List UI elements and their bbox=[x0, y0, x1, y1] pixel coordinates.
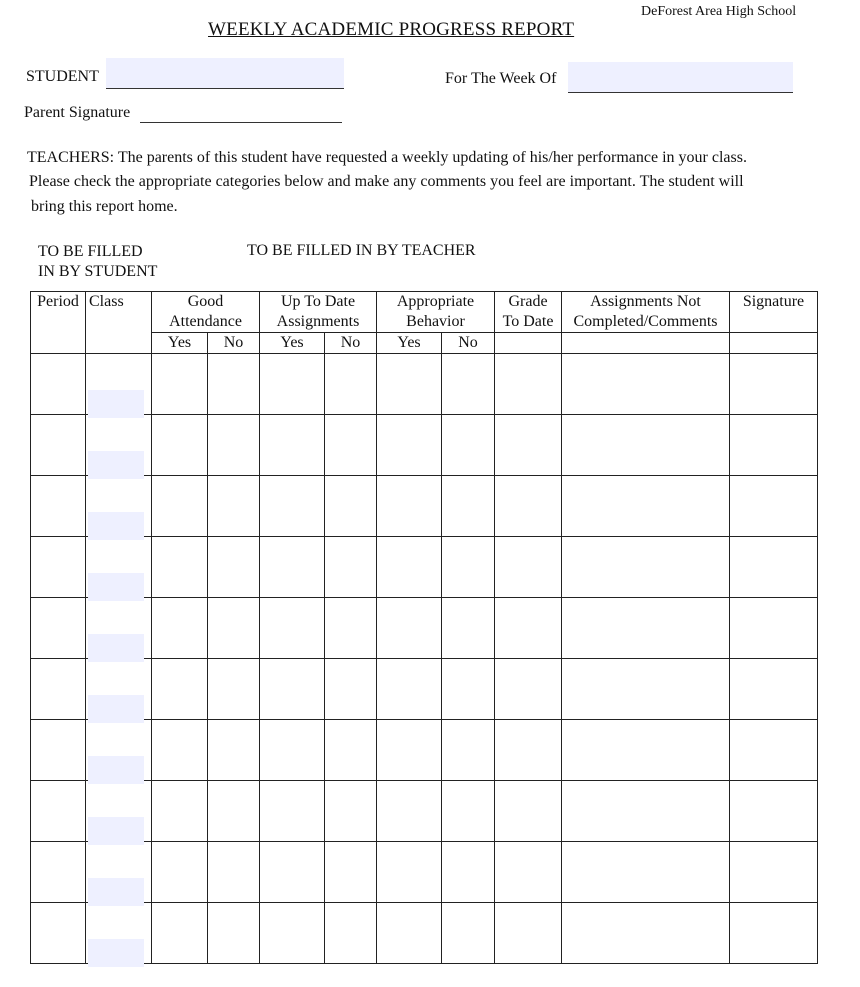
attendance-yes-cell[interactable] bbox=[152, 598, 208, 659]
header-assignments: Up To Date Assignments bbox=[260, 292, 377, 333]
attendance-yes-cell[interactable] bbox=[152, 659, 208, 720]
attendance-no-header: No bbox=[208, 333, 260, 354]
grade-cell[interactable] bbox=[495, 903, 562, 964]
class-cell[interactable] bbox=[86, 598, 152, 659]
table-row bbox=[31, 537, 818, 598]
instructions-line-1: TEACHERS: The parents of this student have requested a weekly updating of his/her performance in your class. bbox=[27, 149, 747, 166]
grade-cell[interactable] bbox=[495, 598, 562, 659]
student-section-heading: TO BE FILLED IN BY STUDENT bbox=[38, 243, 158, 280]
header-comments: Assignments Not Completed/Comments bbox=[562, 292, 730, 333]
assignments-yes-cell[interactable] bbox=[260, 781, 325, 842]
signature-cell[interactable] bbox=[730, 903, 818, 964]
instructions-line-3: bring this report home. bbox=[31, 198, 178, 215]
period-cell[interactable] bbox=[31, 842, 86, 903]
grade-cell[interactable] bbox=[495, 476, 562, 537]
assignments-no-cell[interactable] bbox=[325, 720, 377, 781]
table-row bbox=[31, 720, 818, 781]
instructions-line-2: Please check the appropriate categories below and make any comments you feel are important. The student will bbox=[29, 173, 744, 190]
period-cell[interactable] bbox=[31, 415, 86, 476]
behavior-yes-cell[interactable] bbox=[377, 659, 442, 720]
attendance-yes-cell[interactable] bbox=[152, 842, 208, 903]
header-attendance: Good Attendance bbox=[152, 292, 260, 333]
class-cell[interactable] bbox=[86, 903, 152, 964]
attendance-no-cell[interactable] bbox=[208, 598, 260, 659]
attendance-no-cell[interactable] bbox=[208, 781, 260, 842]
header-period: Period bbox=[31, 292, 86, 354]
school-name: DeForest Area High School bbox=[641, 4, 797, 19]
header-grade: Grade To Date bbox=[495, 292, 562, 333]
period-cell[interactable] bbox=[31, 903, 86, 964]
parent-signature-line[interactable] bbox=[140, 122, 342, 123]
student-label: STUDENT bbox=[26, 68, 99, 85]
behavior-yes-cell[interactable] bbox=[377, 720, 442, 781]
teacher-section-heading: TO BE FILLED IN BY TEACHER bbox=[247, 242, 476, 259]
attendance-no-cell[interactable] bbox=[208, 842, 260, 903]
grade-subheader bbox=[495, 333, 562, 354]
class-input-field[interactable] bbox=[88, 939, 144, 967]
table-body bbox=[31, 354, 818, 964]
period-cell[interactable] bbox=[31, 720, 86, 781]
assignments-yes-cell[interactable] bbox=[260, 659, 325, 720]
assignments-no-cell[interactable] bbox=[325, 842, 377, 903]
comments-cell[interactable] bbox=[562, 720, 730, 781]
assignments-no-cell[interactable] bbox=[325, 354, 377, 415]
period-cell[interactable] bbox=[31, 354, 86, 415]
signature-cell[interactable] bbox=[730, 415, 818, 476]
assignments-no-cell[interactable] bbox=[325, 476, 377, 537]
attendance-yes-cell[interactable] bbox=[152, 537, 208, 598]
signature-cell[interactable] bbox=[730, 476, 818, 537]
signature-cell[interactable] bbox=[730, 659, 818, 720]
attendance-yes-cell[interactable] bbox=[152, 781, 208, 842]
comments-cell[interactable] bbox=[562, 842, 730, 903]
table-row bbox=[31, 476, 818, 537]
period-cell[interactable] bbox=[31, 537, 86, 598]
comments-cell[interactable] bbox=[562, 415, 730, 476]
behavior-yes-header: Yes bbox=[377, 333, 442, 354]
behavior-no-cell[interactable] bbox=[442, 537, 495, 598]
parent-signature-label: Parent Signature bbox=[24, 104, 131, 121]
student-name-field[interactable] bbox=[106, 58, 344, 89]
signature-cell[interactable] bbox=[730, 842, 818, 903]
grade-cell[interactable] bbox=[495, 354, 562, 415]
assignments-yes-cell[interactable] bbox=[260, 903, 325, 964]
assignments-yes-cell[interactable] bbox=[260, 842, 325, 903]
grade-cell[interactable] bbox=[495, 781, 562, 842]
signature-subheader bbox=[730, 333, 818, 354]
attendance-no-cell[interactable] bbox=[208, 415, 260, 476]
assignments-no-cell[interactable] bbox=[325, 415, 377, 476]
class-cell[interactable] bbox=[86, 476, 152, 537]
assignments-yes-cell[interactable] bbox=[260, 598, 325, 659]
signature-cell[interactable] bbox=[730, 354, 818, 415]
comments-subheader bbox=[562, 333, 730, 354]
attendance-no-cell[interactable] bbox=[208, 903, 260, 964]
assignments-no-cell[interactable] bbox=[325, 659, 377, 720]
assignments-yes-cell[interactable] bbox=[260, 354, 325, 415]
behavior-yes-cell[interactable] bbox=[377, 476, 442, 537]
attendance-no-cell[interactable] bbox=[208, 659, 260, 720]
table-row bbox=[31, 354, 818, 415]
comments-cell[interactable] bbox=[562, 598, 730, 659]
behavior-yes-cell[interactable] bbox=[377, 781, 442, 842]
behavior-yes-cell[interactable] bbox=[377, 415, 442, 476]
signature-cell[interactable] bbox=[730, 598, 818, 659]
class-cell[interactable] bbox=[86, 720, 152, 781]
behavior-no-cell[interactable] bbox=[442, 415, 495, 476]
header-signature: Signature bbox=[730, 292, 818, 333]
behavior-no-header: No bbox=[442, 333, 495, 354]
attendance-yes-cell[interactable] bbox=[152, 476, 208, 537]
header-class: Class bbox=[86, 292, 152, 354]
period-cell[interactable] bbox=[31, 598, 86, 659]
grade-cell[interactable] bbox=[495, 659, 562, 720]
class-cell[interactable] bbox=[86, 659, 152, 720]
comments-cell[interactable] bbox=[562, 476, 730, 537]
table-row bbox=[31, 598, 818, 659]
attendance-yes-header: Yes bbox=[152, 333, 208, 354]
assignments-no-cell[interactable] bbox=[325, 598, 377, 659]
report-title: WEEKLY ACADEMIC PROGRESS REPORT bbox=[208, 19, 575, 40]
behavior-yes-cell[interactable] bbox=[377, 537, 442, 598]
attendance-no-cell[interactable] bbox=[208, 537, 260, 598]
attendance-yes-cell[interactable] bbox=[152, 354, 208, 415]
table-row bbox=[31, 659, 818, 720]
comments-cell[interactable] bbox=[562, 781, 730, 842]
assignments-no-cell[interactable] bbox=[325, 903, 377, 964]
progress-table bbox=[30, 291, 818, 964]
table-row bbox=[31, 842, 818, 903]
assignments-no-cell[interactable] bbox=[325, 781, 377, 842]
behavior-no-cell[interactable] bbox=[442, 476, 495, 537]
comments-cell[interactable] bbox=[562, 659, 730, 720]
attendance-yes-cell[interactable] bbox=[152, 720, 208, 781]
class-cell[interactable] bbox=[86, 537, 152, 598]
header-behavior: Appropriate Behavior bbox=[377, 292, 495, 333]
behavior-no-cell[interactable] bbox=[442, 842, 495, 903]
table-row bbox=[31, 415, 818, 476]
signature-cell[interactable] bbox=[730, 781, 818, 842]
assignments-yes-cell[interactable] bbox=[260, 415, 325, 476]
behavior-no-cell[interactable] bbox=[442, 781, 495, 842]
attendance-no-cell[interactable] bbox=[208, 720, 260, 781]
behavior-no-cell[interactable] bbox=[442, 720, 495, 781]
signature-cell[interactable] bbox=[730, 720, 818, 781]
week-of-field[interactable] bbox=[568, 62, 793, 93]
assignments-yes-cell[interactable] bbox=[260, 476, 325, 537]
class-cell[interactable] bbox=[86, 781, 152, 842]
assignments-yes-cell[interactable] bbox=[260, 537, 325, 598]
attendance-no-cell[interactable] bbox=[208, 354, 260, 415]
assignments-yes-header: Yes bbox=[260, 333, 325, 354]
behavior-no-cell[interactable] bbox=[442, 659, 495, 720]
class-cell[interactable] bbox=[86, 415, 152, 476]
week-of-label: For The Week Of bbox=[445, 70, 557, 87]
signature-cell[interactable] bbox=[730, 537, 818, 598]
behavior-yes-cell[interactable] bbox=[377, 354, 442, 415]
comments-cell[interactable] bbox=[562, 537, 730, 598]
comments-cell[interactable] bbox=[562, 354, 730, 415]
grade-cell[interactable] bbox=[495, 537, 562, 598]
grade-cell[interactable] bbox=[495, 720, 562, 781]
behavior-no-cell[interactable] bbox=[442, 354, 495, 415]
period-cell[interactable] bbox=[31, 476, 86, 537]
comments-cell[interactable] bbox=[562, 903, 730, 964]
class-cell[interactable] bbox=[86, 354, 152, 415]
behavior-yes-cell[interactable] bbox=[377, 903, 442, 964]
behavior-no-cell[interactable] bbox=[442, 598, 495, 659]
attendance-yes-cell[interactable] bbox=[152, 903, 208, 964]
table-row bbox=[31, 903, 818, 964]
assignments-yes-cell[interactable] bbox=[260, 720, 325, 781]
period-cell[interactable] bbox=[31, 659, 86, 720]
grade-cell[interactable] bbox=[495, 415, 562, 476]
behavior-yes-cell[interactable] bbox=[377, 598, 442, 659]
class-cell[interactable] bbox=[86, 842, 152, 903]
attendance-yes-cell[interactable] bbox=[152, 415, 208, 476]
assignments-no-cell[interactable] bbox=[325, 537, 377, 598]
period-cell[interactable] bbox=[31, 781, 86, 842]
behavior-yes-cell[interactable] bbox=[377, 842, 442, 903]
assignments-no-header: No bbox=[325, 333, 377, 354]
table-row bbox=[31, 781, 818, 842]
behavior-no-cell[interactable] bbox=[442, 903, 495, 964]
attendance-no-cell[interactable] bbox=[208, 476, 260, 537]
grade-cell[interactable] bbox=[495, 842, 562, 903]
